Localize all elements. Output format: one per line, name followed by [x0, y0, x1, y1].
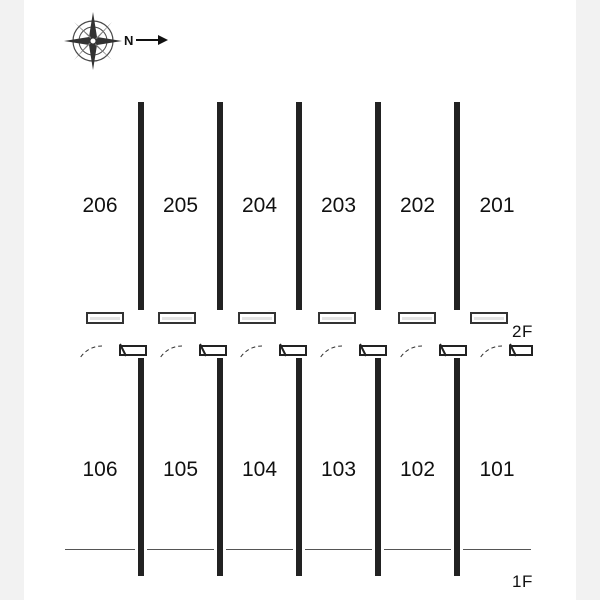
floor-1-label: 1F: [512, 572, 533, 591]
north-arrow-icon: [122, 28, 170, 54]
balcony-203: [318, 312, 356, 324]
unit-203[interactable]: [299, 102, 378, 310]
unit-number: 203: [320, 194, 357, 217]
floor-2-block: [62, 102, 534, 310]
floor-2-label: 2F: [512, 322, 533, 341]
unit-inner-line: [147, 549, 214, 550]
unit-103[interactable]: [299, 358, 378, 576]
unit-201[interactable]: [457, 102, 534, 310]
compass-rose-icon: [62, 10, 124, 72]
unit-101[interactable]: [457, 358, 534, 576]
unit-number: 201: [479, 194, 515, 217]
unit-102[interactable]: [378, 358, 457, 576]
unit-202[interactable]: [378, 102, 457, 310]
unit-number: 106: [82, 458, 118, 481]
unit-104[interactable]: [220, 358, 299, 576]
unit-number: 105: [162, 458, 199, 481]
balcony-205: [158, 312, 196, 324]
unit-206[interactable]: [62, 102, 141, 310]
balcony-201: [470, 312, 508, 324]
unit-inner-line: [226, 549, 293, 550]
unit-number: 104: [241, 458, 278, 481]
unit-106[interactable]: [62, 358, 141, 576]
unit-number: 204: [241, 194, 278, 217]
unit-number: 202: [399, 194, 436, 217]
unit-105[interactable]: [141, 358, 220, 576]
balcony-202: [398, 312, 436, 324]
unit-number: 206: [82, 194, 118, 217]
unit-205[interactable]: [141, 102, 220, 310]
unit-inner-line: [305, 549, 372, 550]
unit-inner-line: [384, 549, 451, 550]
balcony-204: [238, 312, 276, 324]
svg-text:N: N: [124, 33, 134, 48]
unit-number: 102: [399, 458, 436, 481]
unit-204[interactable]: [220, 102, 299, 310]
unit-inner-line: [463, 549, 531, 550]
unit-number: 103: [320, 458, 357, 481]
unit-inner-line: [65, 549, 135, 550]
balcony-206: [86, 312, 124, 324]
unit-number: 101: [479, 458, 515, 481]
unit-number: 205: [162, 194, 199, 217]
floor-1-block: [62, 358, 534, 576]
